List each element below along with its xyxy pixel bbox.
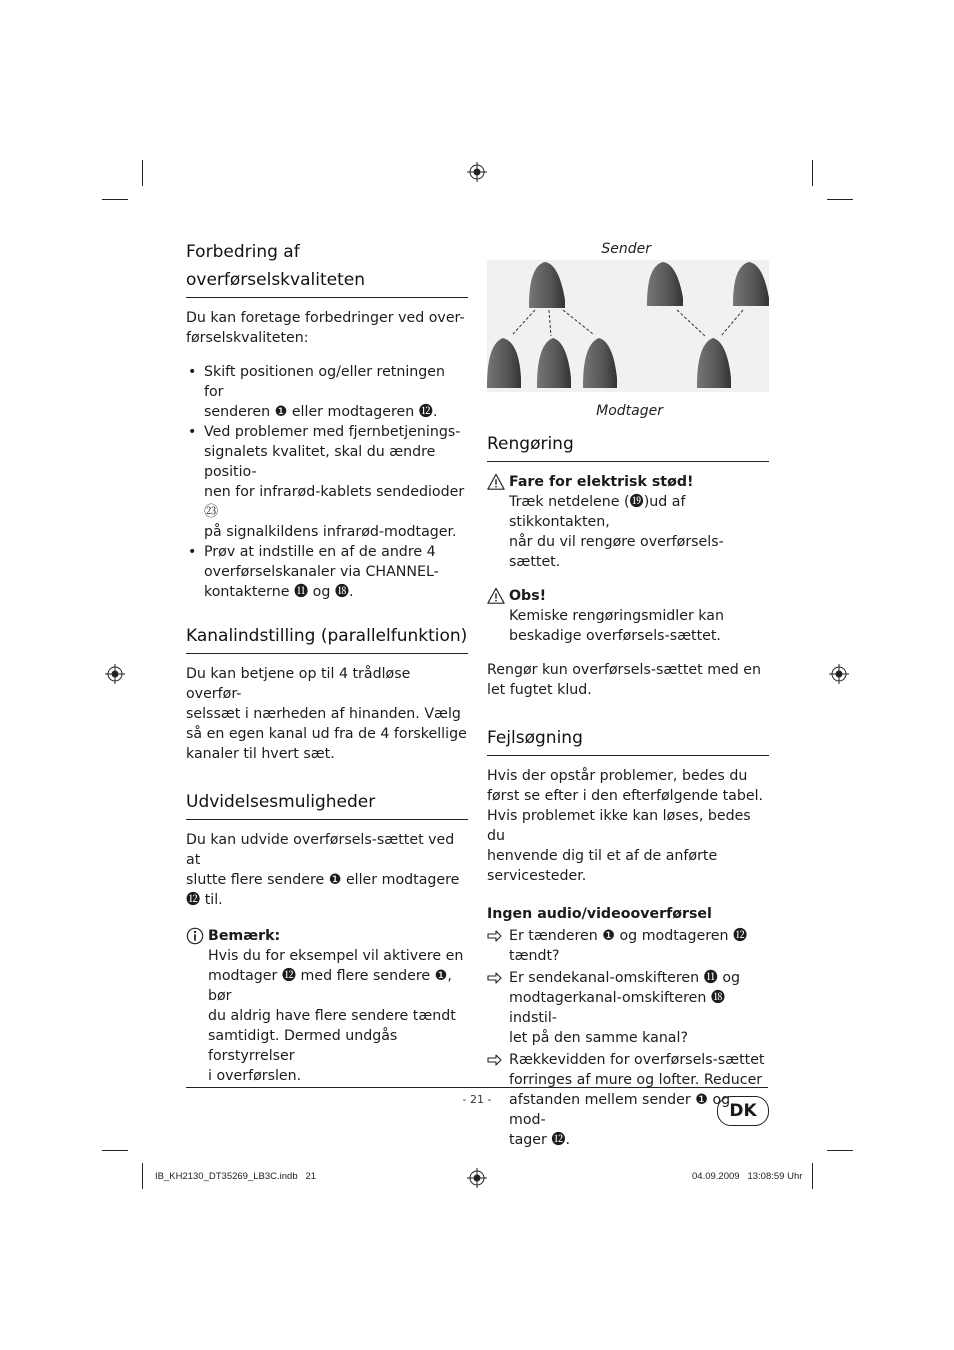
right-column bbox=[487, 238, 769, 1152]
registration-mark-icon bbox=[829, 664, 849, 684]
list-item: Er tænderen ❶ og modtageren ⓬ tændt? bbox=[487, 926, 769, 966]
warning-text: Træk netdelene (⓳)ud af stikkontakten, når du vil rengøre overførsels-sættet. bbox=[509, 494, 724, 570]
list-item: Er sendekanal-omskifteren ⓫ og modtagerkanal-omskifteren ⓲ indstil- let på den samme kanal? bbox=[487, 968, 769, 1048]
crop-mark bbox=[142, 160, 143, 186]
footer-divider bbox=[186, 1087, 768, 1088]
registration-mark-icon bbox=[467, 162, 487, 182]
expansion-text: Du kan udvide overførsels-sættet ved at slutte flere sendere ❶ eller modtagere ⓬ til. bbox=[186, 832, 460, 908]
list-item: • Prøv at indstille en af de andre 4 overførselskanaler via CHANNEL- kontakterne ⓫ og ⓲. bbox=[188, 544, 439, 600]
list-item: • Skift positionen og/eller retningen for senderen ❶ eller modtageren ⓬. bbox=[188, 364, 446, 420]
troubleshooting-subtitle: Ingen audio/videooverførsel bbox=[487, 906, 712, 922]
crop-mark bbox=[827, 1150, 853, 1151]
list-item: Rækkevidden for overførsels-sættet forringes af mure og lofter. Reducer afstanden mellem sender ❶ og mod- tager ⓬. bbox=[487, 1050, 769, 1150]
crop-mark bbox=[812, 1163, 813, 1189]
section-divider bbox=[487, 461, 769, 462]
section-divider bbox=[487, 755, 769, 756]
section-title-quality bbox=[186, 238, 468, 294]
note-text: Hvis du for eksempel vil aktivere en modtager ⓬ med flere sendere ❶, bør du aldrig have flere sendere tændt samtidigt. Dermed undgås forstyrrelser i overførslen. bbox=[208, 948, 464, 1084]
note-title: Bemærk: bbox=[208, 928, 281, 944]
section-divider bbox=[186, 653, 468, 654]
section-title-channel: Kanalindstilling (parallelfunktion) bbox=[186, 626, 468, 646]
channel-text: Du kan betjene op til 4 trådløse overfør- selssæt i nærheden af hinanden. Vælg så en egen kanal ud fra de 4 forskellige kanaler til hvert sæt. bbox=[186, 666, 467, 762]
cleaning-text: Rengør kun overførsels-sættet med en let fugtet klud. bbox=[487, 662, 761, 698]
section-title-expansion: Udvidelsesmuligheder bbox=[186, 792, 376, 812]
troubleshooting-intro: Hvis der opstår problemer, bedes du først se efter i den efterfølgende tabel. Hvis problemet ikke kan løses, bedes du henvende dig til et af de anførte servicesteder. bbox=[487, 768, 764, 884]
crop-mark bbox=[827, 199, 853, 200]
warning-title: Fare for elektrisk stød! bbox=[509, 474, 694, 490]
warning-text: Kemiske rengøringsmidler kan beskadige overførsels-sættet. bbox=[509, 608, 724, 644]
warning-electric bbox=[487, 472, 769, 572]
language-badge: DK bbox=[717, 1096, 769, 1126]
section-title-troubleshooting: Fejlsøgning bbox=[487, 728, 583, 748]
arrow-right-icon bbox=[487, 926, 503, 946]
warning-chemicals bbox=[487, 586, 769, 646]
arrow-right-icon bbox=[487, 968, 503, 988]
registration-mark-icon bbox=[105, 664, 125, 684]
file-name: IB_KH2130_DT35269_LB3C.indb 21 bbox=[155, 1171, 317, 1182]
crop-mark bbox=[812, 160, 813, 186]
timestamp: 04.09.2009 13:08:59 Uhr bbox=[692, 1171, 803, 1182]
crop-mark bbox=[102, 199, 128, 200]
arrow-right-icon bbox=[487, 1050, 503, 1070]
section-title-cleaning: Rengøring bbox=[487, 434, 574, 454]
sender-caption: Sender bbox=[601, 241, 651, 257]
warning-triangle-icon bbox=[487, 587, 505, 605]
section-divider bbox=[186, 819, 468, 820]
info-icon bbox=[186, 927, 204, 945]
transmission-illustration bbox=[487, 260, 769, 392]
list-item: • Ved problemer med fjernbetjenings- signalets kvalitet, skal du ændre positio- nen for infrarød-kablets sendedioder ㉓ på signalkildens infrarød-modtager. bbox=[188, 424, 465, 540]
quality-intro: Du kan foretage forbedringer ved over- førselskvaliteten: bbox=[186, 310, 465, 346]
page-number: - 21 - bbox=[462, 1093, 492, 1106]
section-divider bbox=[186, 297, 468, 298]
receiver-caption: Modtager bbox=[596, 403, 663, 419]
note-box bbox=[186, 926, 468, 1086]
crop-mark bbox=[142, 1163, 143, 1189]
warning-triangle-icon bbox=[487, 473, 505, 491]
left-column bbox=[186, 238, 468, 1086]
section-title-line: overførselskvaliteten bbox=[186, 270, 365, 290]
crop-mark bbox=[102, 1150, 128, 1151]
section-title-line: Forbedring af bbox=[186, 242, 300, 262]
warning-title: Obs! bbox=[509, 588, 547, 604]
quality-tips-list bbox=[186, 362, 468, 602]
registration-mark-icon bbox=[467, 1168, 487, 1188]
